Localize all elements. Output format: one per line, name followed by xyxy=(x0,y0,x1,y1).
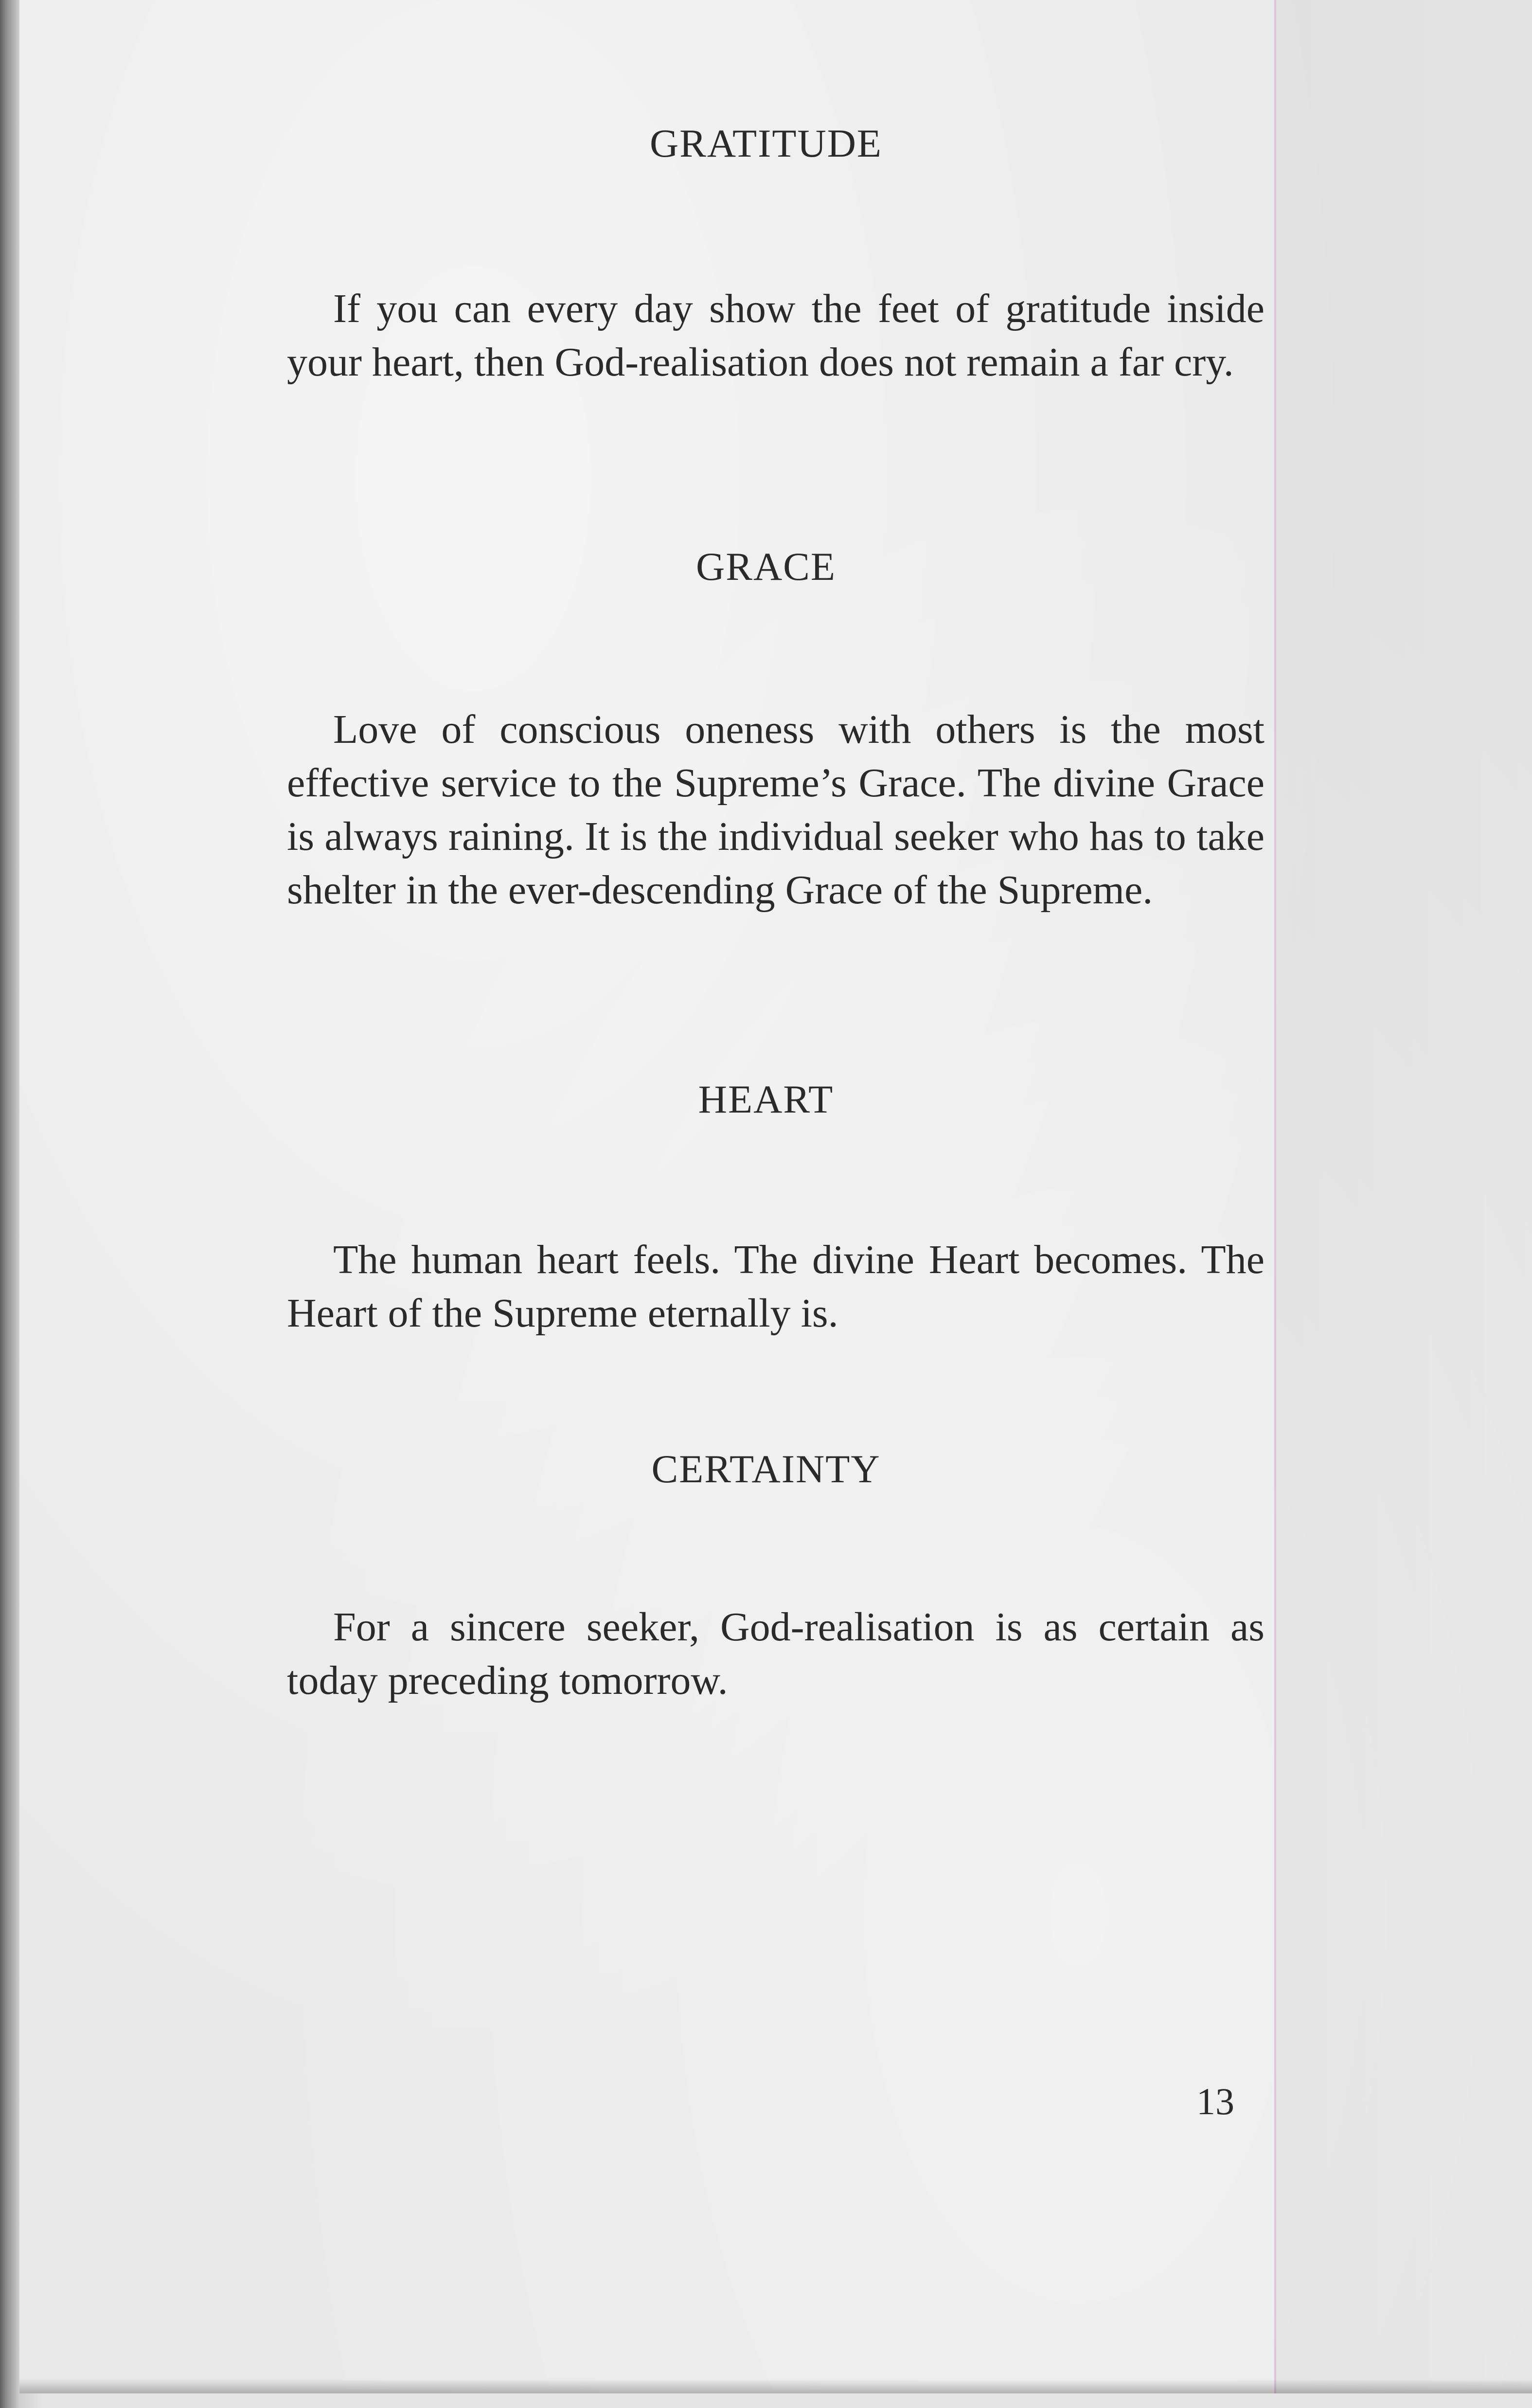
heading-gratitude: GRATITUDE xyxy=(649,121,883,165)
page-bottom-shadow xyxy=(19,2379,1532,2393)
page-number: 13 xyxy=(1196,2080,1234,2122)
page-flap xyxy=(1276,0,1532,2393)
paragraph-heart: The human heart feels. The divine Heart becomes. The Heart of the Supreme eternally is. xyxy=(287,1237,1265,1336)
heading-grace: GRACE xyxy=(696,544,836,589)
heading-certainty: CERTAINTY xyxy=(651,1447,881,1491)
book-page xyxy=(19,0,1532,2393)
paragraph-certainty: For a sincere seeker, God-realisation is as certain as today preceding tomorrow. xyxy=(287,1604,1265,1703)
fold-line xyxy=(1274,0,1276,2393)
paragraph-gratitude: If you can every day show the feet of gratitude inside your heart, then God-realisation does not remain a far cry. xyxy=(287,286,1265,385)
heading-heart: HEART xyxy=(698,1077,834,1121)
paragraph-grace: Love of conscious oneness with others is the most effective service to the Supreme’s Grace. The divine Grace is always raining. It is the individual seeker who has to take shelter in the ever-descending Grace of the Supreme. xyxy=(287,707,1265,913)
